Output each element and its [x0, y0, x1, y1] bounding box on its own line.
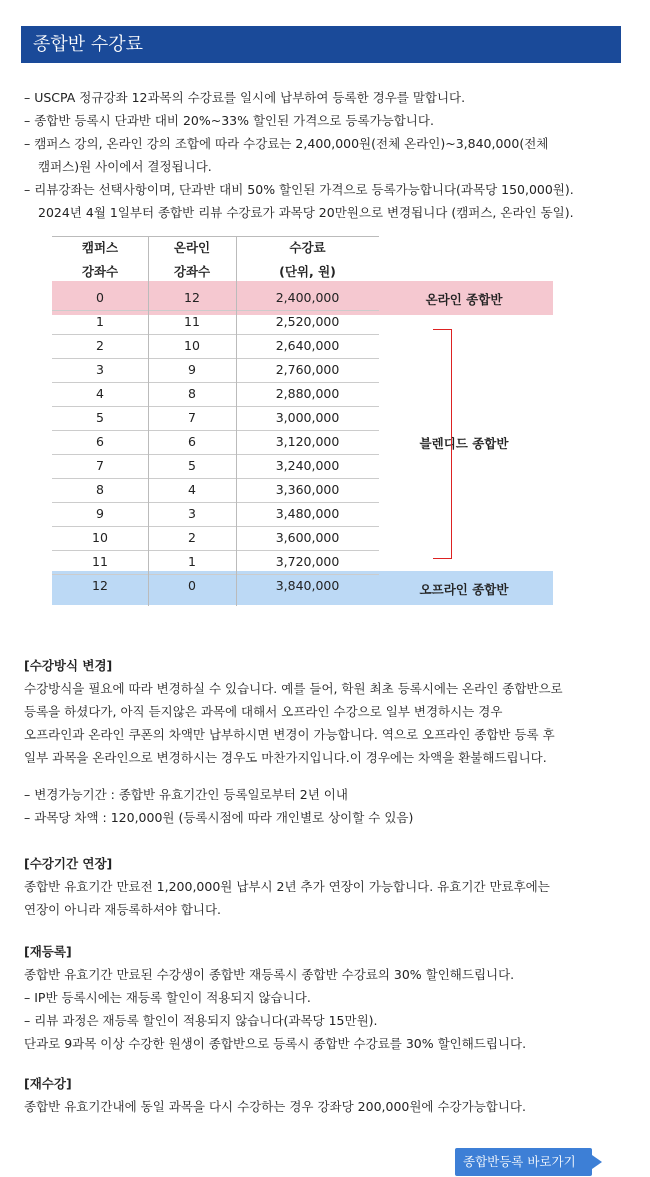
intro-line: – 리뷰강좌는 선택사항이며, 단과반 대비 50% 할인된 가격으로 등록가능합니다(과목당 150,000원). — [24, 182, 574, 197]
cell-campus: 7 — [96, 458, 104, 473]
row-divider — [52, 358, 379, 359]
group-blended-label: 블렌디드 종합반 — [419, 436, 509, 451]
header-fee — [236, 236, 379, 286]
table-row — [52, 310, 379, 334]
cell-online: 3 — [188, 506, 196, 521]
reenroll-title: [재등록] — [24, 944, 72, 959]
group-offline-label: 오프라인 종합반 — [419, 582, 509, 597]
cell-online: 11 — [184, 314, 200, 329]
reenroll-line: – IP반 등록시에는 재등록 할인이 적용되지 않습니다. — [24, 990, 311, 1005]
cell-fee: 2,520,000 — [275, 314, 340, 329]
cell-fee: 3,240,000 — [275, 458, 340, 473]
cell-online: 6 — [188, 434, 196, 449]
cell-campus: 3 — [96, 362, 104, 377]
cell-fee: 3,360,000 — [275, 482, 340, 497]
intro-line: 캠퍼스)원 사이에서 결정됩니다. — [38, 159, 212, 174]
table-row — [52, 334, 379, 358]
table-row — [52, 526, 379, 550]
row-divider — [52, 430, 379, 431]
table-row — [52, 502, 379, 526]
cell-fee: 3,000,000 — [275, 410, 340, 425]
cell-campus: 0 — [96, 290, 104, 305]
header-line: 수강료 — [289, 240, 326, 255]
cell-fee: 3,480,000 — [275, 506, 340, 521]
row-divider — [52, 406, 379, 407]
header-line: 온라인 — [173, 240, 211, 255]
cell-online: 12 — [184, 290, 200, 305]
change-line: 등록을 하셨다가, 아직 듣지않은 과목에 대해서 오프라인 수강으로 일부 변경하시는 경우 — [24, 704, 503, 719]
cell-fee: 2,760,000 — [275, 362, 340, 377]
section-title: 종합반 수강료 — [33, 34, 144, 55]
retake-line: 종합반 유효기간내에 동일 과목을 다시 수강하는 경우 강좌당 200,000원에 수강가능합니다. — [24, 1099, 526, 1114]
top-rule — [0, 0, 650, 6]
table-row — [52, 454, 379, 478]
header-online — [148, 236, 236, 286]
row-divider — [52, 574, 379, 575]
intro-line: 2024년 4월 1일부터 종합반 리뷰 수강료가 과목당 20만원으로 변경됩니다 (캠퍼스, 온라인 동일). — [38, 205, 574, 220]
cell-campus: 5 — [96, 410, 104, 425]
header-line: 강좌수 — [81, 264, 119, 279]
cell-campus: 9 — [96, 506, 104, 521]
intro-list — [24, 86, 624, 224]
section-header — [21, 26, 621, 63]
intro-line: – 종합반 등록시 단과반 대비 20%~33% 할인된 가격으로 등록가능합니다. — [24, 113, 434, 128]
row-divider — [52, 502, 379, 503]
cell-campus: 12 — [92, 578, 108, 593]
col-divider — [236, 236, 237, 606]
change-note: – 변경가능기간 : 종합반 유효기간인 등록일로부터 2년 이내 — [24, 787, 348, 802]
cell-fee: 3,120,000 — [275, 434, 340, 449]
cell-online: 9 — [188, 362, 196, 377]
row-divider — [52, 550, 379, 551]
cell-fee: 3,600,000 — [275, 530, 340, 545]
row-divider — [52, 454, 379, 455]
cell-online: 7 — [188, 410, 196, 425]
change-line: 일부 과목을 온라인으로 변경하시는 경우도 마찬가지입니다.이 경우에는 차액을 환불해드립니다. — [24, 750, 547, 765]
col-divider — [148, 236, 149, 606]
blended-bracket — [433, 329, 452, 559]
intro-line: – USCPA 정규강좌 12과목의 수강료를 일시에 납부하여 등록한 경우를 말합니다. — [24, 90, 466, 105]
cell-fee: 2,400,000 — [275, 290, 340, 305]
row-divider — [52, 310, 379, 311]
change-note: – 과목당 차액 : 120,000원 (등록시점에 따라 개인별로 상이할 수 있음) — [24, 810, 414, 825]
cell-fee: 3,840,000 — [275, 578, 340, 593]
reenroll-line: 종합반 유효기간 만료된 수강생이 종합반 재등록시 종합반 수강료의 30% 할인해드립니다. — [24, 967, 515, 982]
extend-line: 종합반 유효기간 만료전 1,200,000원 납부시 2년 추가 연장이 가능합니다. 유효기간 만료후에는 — [24, 879, 550, 894]
table-row — [52, 430, 379, 454]
extend-section — [24, 852, 624, 921]
row-divider — [52, 382, 379, 383]
change-line: 오프라인과 온라인 쿠폰의 차액만 납부하시면 변경이 가능합니다. 역으로 오프라인 종합반 등록 후 — [24, 727, 555, 742]
retake-section — [24, 1072, 624, 1118]
extend-line: 연장이 아니라 재등록하셔야 합니다. — [24, 902, 222, 917]
header-campus — [52, 236, 148, 286]
cell-online: 4 — [188, 482, 196, 497]
change-title: [수강방식 변경] — [24, 658, 113, 673]
table-row — [52, 358, 379, 382]
change-section — [24, 654, 624, 829]
change-line: 수강방식을 필요에 따라 변경하실 수 있습니다. 예를 들어, 학원 최초 등록시에는 온라인 종합반으로 — [24, 681, 563, 696]
row-divider — [52, 334, 379, 335]
header-line: 캠퍼스 — [81, 240, 119, 255]
arrow-right-icon — [592, 1155, 602, 1169]
header-line: (단위, 원) — [279, 264, 336, 279]
register-button[interactable] — [455, 1148, 592, 1176]
cell-fee: 2,640,000 — [275, 338, 340, 353]
cell-online: 8 — [188, 386, 196, 401]
row-divider — [52, 478, 379, 479]
cell-campus: 8 — [96, 482, 104, 497]
cell-campus: 2 — [96, 338, 104, 353]
table-row — [52, 550, 379, 574]
cell-online: 5 — [188, 458, 196, 473]
retake-title: [재수강] — [24, 1076, 72, 1091]
reenroll-line: 단과로 9과목 이상 수강한 원생이 종합반으로 등록시 종합반 수강료를 30% 할인해드립니다. — [24, 1036, 527, 1051]
table-row — [52, 478, 379, 502]
cell-campus: 11 — [92, 554, 108, 569]
cell-online: 1 — [188, 554, 196, 569]
cell-campus: 6 — [96, 434, 104, 449]
intro-line: – 캠퍼스 강의, 온라인 강의 조합에 따라 수강료는 2,400,000원(전체 온라인)~3,840,000(전체 — [24, 136, 549, 151]
cell-fee: 3,720,000 — [275, 554, 340, 569]
cell-online: 2 — [188, 530, 196, 545]
table-row — [52, 574, 379, 598]
group-online-label: 온라인 종합반 — [425, 292, 503, 307]
cell-campus: 10 — [92, 530, 108, 545]
register-button-label: 종합반등록 바로가기 — [463, 1154, 576, 1169]
table-row — [52, 382, 379, 406]
table-row — [52, 286, 379, 310]
header-line: 강좌수 — [173, 264, 211, 279]
spacer — [24, 769, 624, 783]
cell-online: 0 — [188, 578, 196, 593]
table-row — [52, 406, 379, 430]
row-divider — [52, 526, 379, 527]
cell-online: 10 — [184, 338, 200, 353]
extend-title: [수강기간 연장] — [24, 856, 113, 871]
reenroll-line: – 리뷰 과정은 재등록 할인이 적용되지 않습니다(과목당 15만원). — [24, 1013, 378, 1028]
cell-campus: 4 — [96, 386, 104, 401]
reenroll-section — [24, 940, 624, 1055]
cell-fee: 2,880,000 — [275, 386, 340, 401]
cell-campus: 1 — [96, 314, 104, 329]
